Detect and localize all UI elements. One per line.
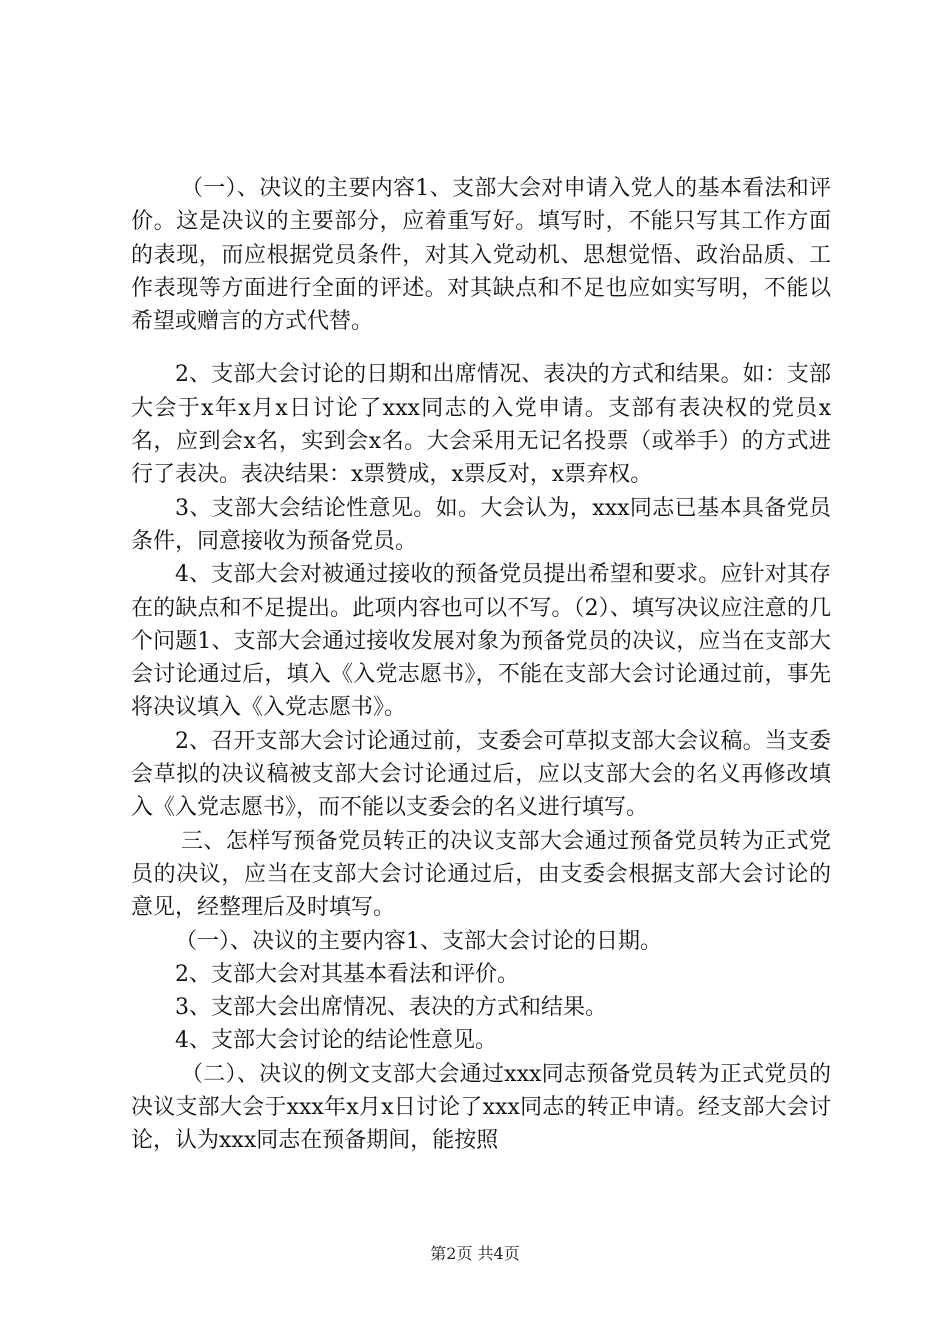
paragraph-example-text: （二）、决议的例文支部大会通过xxx同志预备党员转为正式党员的决议支部大会于xxx年x月x日讨论了xxx同志的转正申请。经支部大会讨论，认为xxx同志在预备期间，能按照 (131, 1061, 831, 1154)
paragraph-list-item-4: 4、支部大会讨论的结论性意见。 (175, 1028, 497, 1054)
document-body (131, 172, 831, 1158)
paragraph-section-three: 三、怎样写预备党员转正的决议支部大会通过预备党员转为正式党员的决议，应当在支部大会讨论通过后，由支委会根据支部大会讨论的意见，经整理后及时填写。 (131, 828, 831, 921)
paragraph-list-item-2: 2、支部大会对其基本看法和评价。 (175, 961, 519, 987)
paragraph-gap (131, 338, 831, 358)
paragraph-list-item-3: 3、支部大会出席情况、表决的方式和结果。 (175, 995, 607, 1021)
paragraph-resolution-content: （一）、决议的主要内容1、支部大会对申请入党人的基本看法和评价。这是决议的主要部分，应着重写好。填写时，不能只写其工作方面的表现，而应根据党员条件，对其入党动机、思想觉悟、政治品质、工作表现等方面进行全面的评述。对其缺点和不足也应如实写明，不能以希望或赠言的方式代替。 (131, 176, 831, 335)
paragraph-main-content: （一）、决议的主要内容1、支部大会讨论的日期。 (175, 928, 662, 954)
paragraph-meeting-date-voting: 2、支部大会讨论的日期和出席情况、表决的方式和结果。如：支部大会于x年x月x日讨论了xxx同志的入党申请。支部有表决权的党员x名，应到会x名，实到会x名。大会采用无记名投票（或举手）的方式进行了表决。表决结果：x票赞成，x票反对，x票弃权。 (131, 362, 831, 488)
page-footer: 第2页 共4页 (430, 1244, 520, 1263)
paragraph-draft-resolution: 2、召开支部大会讨论通过前，支委会可草拟支部大会议稿。当支委会草拟的决议稿被支部大会讨论通过后，应以支部大会的名义再修改填入《入党志愿书》，而不能以支委会的名义进行填写。 (131, 728, 831, 821)
paragraph-conclusion-opinion: 3、支部大会结论性意见。如。大会认为，xxx同志已基本具备党员条件，同意接收为预备党员。 (131, 495, 831, 554)
paragraph-hopes-requirements: 4、支部大会对被通过接收的预备党员提出希望和要求。应针对其存在的缺点和不足提出。此项内容也可以不写。（2）、填写决议应注意的几个问题1、支部大会通过接收发展对象为预备党员的决议，应当在支部大会讨论通过后，填入《入党志愿书》，不能在支部大会讨论通过前，事先将决议填入《入党志愿书》。 (131, 562, 831, 721)
